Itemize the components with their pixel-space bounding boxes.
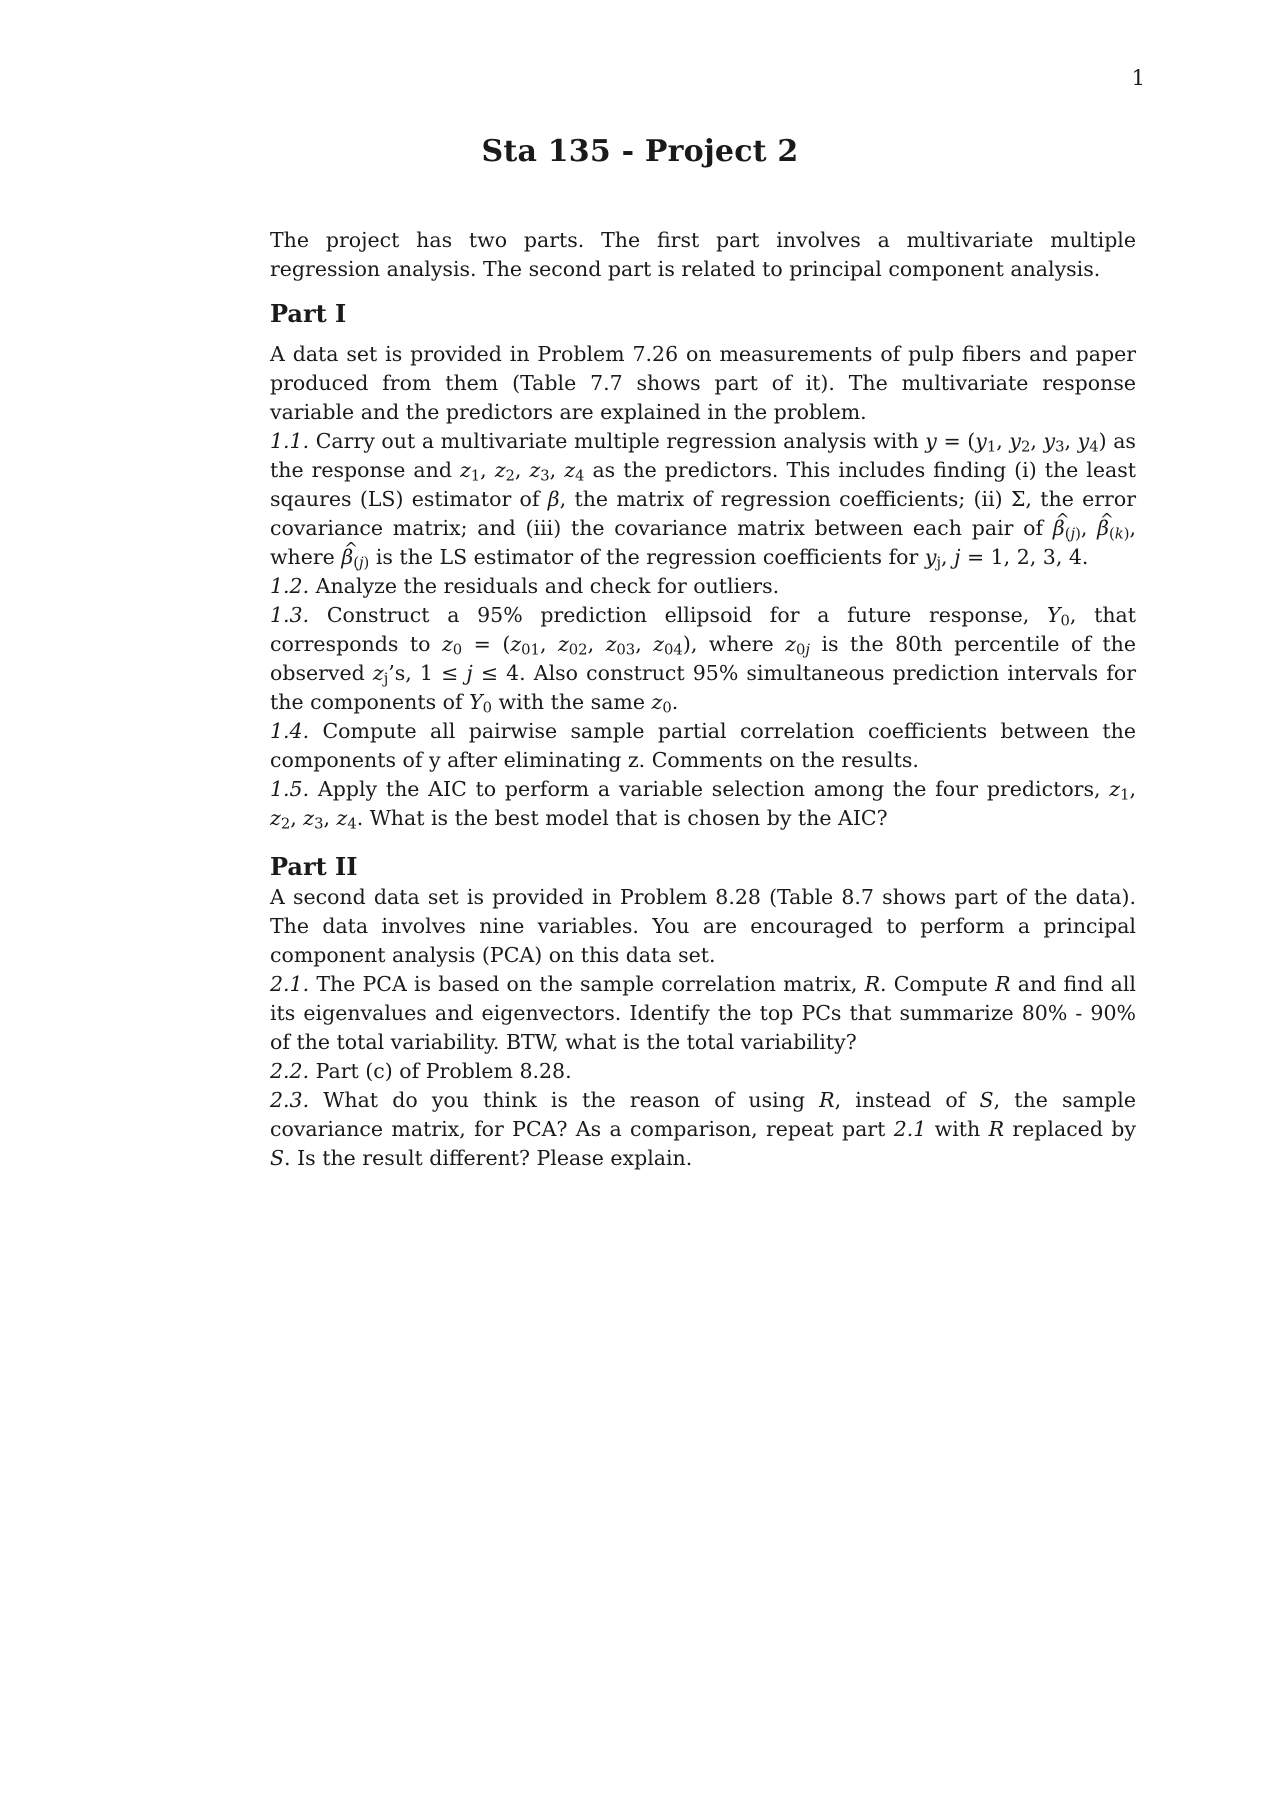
question-1-2: [270, 572, 1136, 601]
question-1-4: [270, 717, 1136, 775]
question-1-3-number: 1.3.: [270, 603, 310, 627]
page-title: Sta 135 - Project 2: [481, 134, 799, 169]
question-2-2: [270, 1057, 1136, 1086]
page-number: 1: [1131, 66, 1145, 90]
question-1-5-number: 1.5.: [270, 777, 310, 801]
question-2-3-number: 2.3.: [270, 1088, 310, 1112]
question-1-3: 1.3. Construct a 95% prediction ellipsoid for a future response, $Y_0$, that corresponds to $z_0 = (z_{01}$, $z_{02}$, $z_{03}$, $z_{04}$), where $z_{0j}$ is the 80th percentile of the observed $z_j’s$, 1 ≤ j ≤ 4. Also construct 95% simultaneous prediction intervals for the components of $Y_0$ with the same $z_0$.: [270, 603, 1136, 717]
part-1-description: A data set is provided in Problem 7.26 on measurements of pulp fibers and paper produced from them (Table 7.7 shows part of it). The multivariate response variable and the predictors are explained in the problem.: [270, 342, 1136, 424]
document-body: [270, 226, 1136, 1173]
question-2-2-text: Part (c) of Problem 8.28.: [315, 1059, 572, 1083]
question-1-1: 1.1. Carry out a multivariate multiple regression analysis with $y = (y_1$, $y_2$, $y_3$, $y_4$) as the response and $z_1$, $z_2$, $z_3$, $z_4$ as the predictors. This includes finding (i) the least sqaures (LS) estimator of β, the matrix of regression coefficients; (ii) Σ, the error covariance matrix; and (iii) the covariance matrix between each pair of ^ $\beta_{(j)}$, ^ $\beta_{(k)}$, where ^ $\beta_{(j)}$ is the LS estimator of the regression coefficients for $y_j$, j = 1, 2, 3, 4.: [270, 427, 1136, 572]
question-2-1: 2.1. The PCA is based on the sample correlation matrix, R. Compute R and find all its eigenvalues and eigenvectors. Identify the top PCs that summarize 80% - 90% of the total variability. BTW, what is the total variability?: [270, 972, 1136, 1054]
question-2-1-number: 2.1.: [270, 972, 310, 996]
question-2-3: 2.3. What do you think is the reason of using R, instead of S, the sample covariance matrix, for PCA? As a comparison, repeat part 2.1 with R replaced by S. Is the result different? Please explain.: [270, 1088, 1137, 1170]
question-1-1-number: 1.1.: [270, 429, 310, 453]
part-2-heading: Part II: [270, 852, 358, 881]
question-1-4-text: Compute all pairwise sample partial correlation coefficients between the components of y after eliminating z. Comments on the results.: [270, 719, 1136, 772]
part-1-heading: Part I: [270, 299, 347, 328]
question-1-5: 1.5. Apply the AIC to perform a variable selection among the four predictors, $z_1$, $z_2$, $z_3$, $z_4$. What is the best model that is chosen by the AIC?: [270, 777, 1136, 833]
question-1-4-number: 1.4.: [270, 719, 310, 743]
intro-paragraph: The project has two parts. The first part involves a multivariate multiple regression analysis. The second part is related to principal component analysis.: [270, 228, 1136, 281]
question-1-2-number: 1.2.: [270, 574, 310, 598]
question-1-2-text: Analyze the residuals and check for outliers.: [315, 574, 780, 598]
part-2-description: A second data set is provided in Problem 8.28 (Table 8.7 shows part of the data). The data involves nine variables. You are encouraged to perform a principal component analysis (PCA) on this data set.: [270, 885, 1136, 967]
question-2-2-number: 2.2.: [270, 1059, 310, 1083]
